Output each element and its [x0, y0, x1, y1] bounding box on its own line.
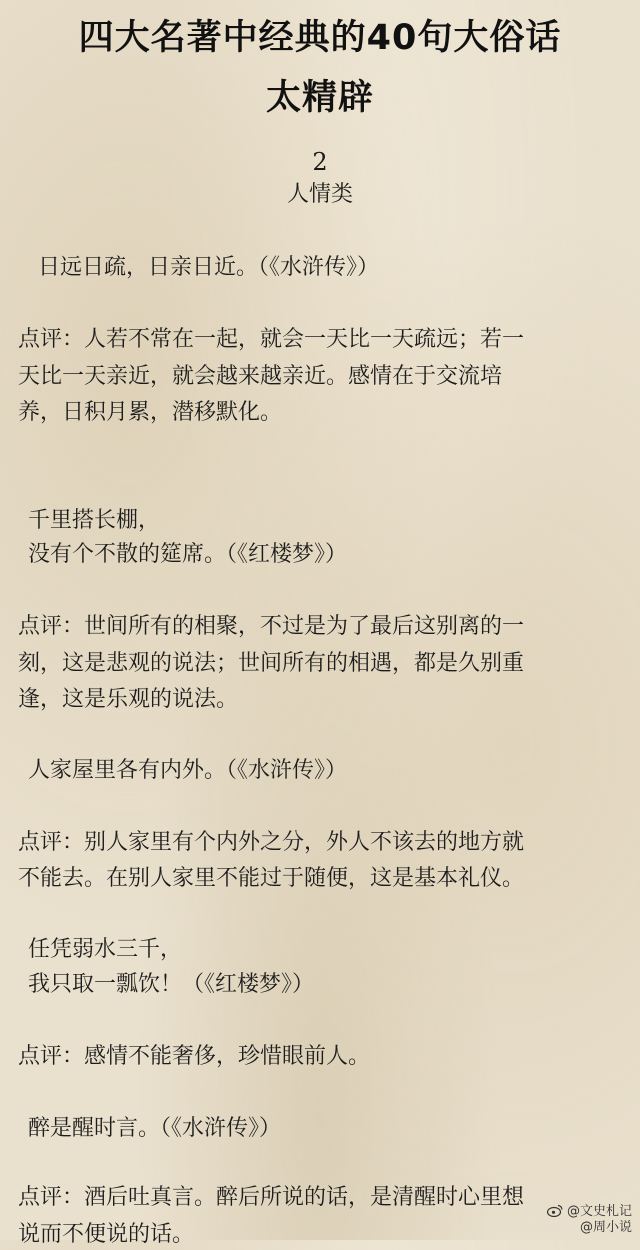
weibo-icon: [547, 1203, 563, 1217]
section-title: 人情类: [286, 182, 353, 207]
watermark-text-1: @文史札记: [566, 1204, 632, 1219]
watermark-line-1: [547, 1203, 632, 1220]
comment-1-line-1: 点评：人若不常在一起，就会一天比一天疏远；若一: [18, 327, 525, 352]
comment-3-line-1: 点评：别人家里有个内外之分，外人不该去的地方就: [18, 830, 525, 855]
section-number: 2: [312, 148, 328, 176]
quote-4-line-1: 任凭弱水三千，: [28, 937, 183, 962]
comment-2-line-1: 点评：世间所有的相聚，不过是为了最后这别离的一: [18, 614, 525, 639]
comment-1-line-2: 天比一天亲近，就会越来越亲近。感情在于交流培: [18, 364, 503, 389]
quote-5-line-1: 醉是醒时言。（《水浒传》）: [28, 1116, 282, 1141]
quote-4-line-2: 我只取一瓢饮！（《红楼梦》）: [28, 972, 315, 997]
comment-2-line-3: 逢，这是乐观的说法。: [18, 687, 239, 712]
comment-5-line-2: 说而不便说的话。: [18, 1222, 195, 1247]
quote-1-line-1: 日远日疏，日亲日近。（《水浒传》）: [38, 255, 380, 280]
quote-2-line-1: 千里搭长棚，: [28, 508, 161, 533]
comment-1-line-3: 养，日积月累，潜移默化。: [18, 400, 283, 425]
watermark-line-2: @周小说: [579, 1220, 632, 1235]
comment-3-line-2: 不能去。在别人家里不能过于随便，这是基本礼仪。: [18, 866, 525, 891]
quote-3-line-1: 人家屋里各有内外。（《水浒传》）: [28, 758, 348, 783]
title-line-1: 四大名著中经典的40句大俗话: [78, 18, 562, 58]
watermark: [547, 1203, 632, 1236]
comment-4-line-1: 点评：感情不能奢侈，珍惜眼前人。: [18, 1044, 371, 1069]
comment-5-line-1: 点评：酒后吐真言。醉后所说的话，是清醒时心里想: [18, 1185, 525, 1210]
quote-2-line-2: 没有个不散的筵席。（《红楼梦》）: [28, 542, 348, 567]
comment-2-line-2: 刻，这是悲观的说法；世间所有的相遇，都是久别重: [18, 651, 525, 676]
title-line-2: 太精辟: [265, 78, 374, 118]
